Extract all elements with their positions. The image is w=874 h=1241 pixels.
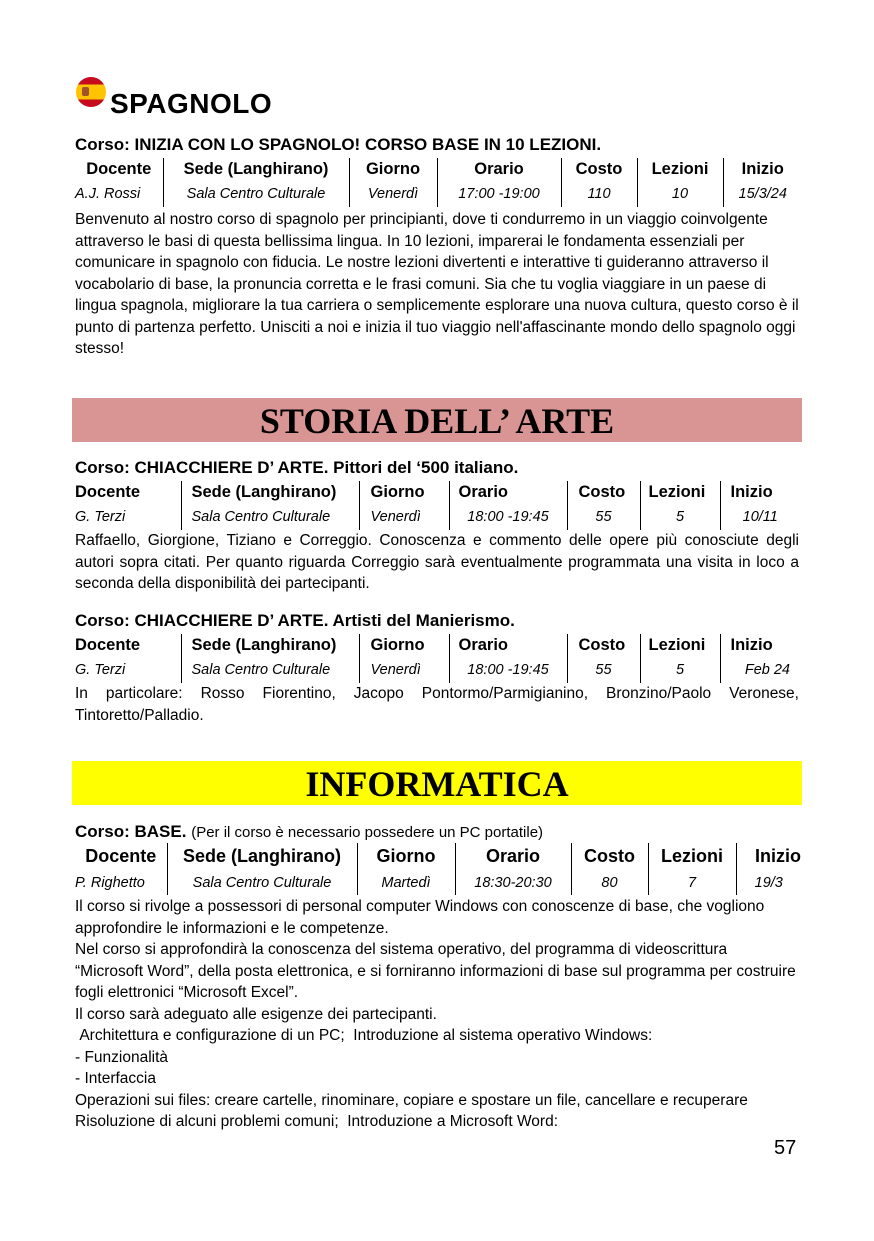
cell-docente: P. Righetto <box>75 870 167 895</box>
cell-giorno: Martedì <box>357 870 455 895</box>
cell-giorno: Venerdì <box>349 181 437 207</box>
spagnolo-description: Benvenuto al nostro corso di spagnolo per principianti, dove ti condurremo in un viaggio coinvolgente attraverso le basi di questa bellissima lingua. In 10 lezioni, imparerai le fondamenta essenziali per comunicare in spagnolo con fiducia. Le nostre lezioni divertenti e interattive ti guideranno attraverso il vocabolario di base, la pronuncia corretta e le frasi comuni. Sia che tu voglia viaggiare in un paese di lingua spagnola, migliorare la tua carriera o semplicemente esplorare una nuova cultura, questo corso è il punto di partenza perfetto. Unisciti a noi e inizia il tuo viaggio nell'affascinante mondo dello spagnolo oggi stesso! <box>75 211 799 357</box>
informatica-line: Nel corso si approfondirà la conoscenza del sistema operativo, del programma di videoscrittura “Microsoft Word”, della posta elettronica, e si forniranno informazioni di base sul programma per costruire fogli elettronici “Microsoft Excel”. <box>75 941 801 1001</box>
header-costo: Costo <box>567 481 640 504</box>
cell-docente: G. Terzi <box>75 657 181 683</box>
header-orario: Orario <box>449 481 567 504</box>
informatica-line: - Interfaccia <box>75 1070 156 1087</box>
table-header-row <box>75 634 800 657</box>
header-docente: Docente <box>75 158 163 181</box>
header-docente: Docente <box>75 634 181 657</box>
header-lezioni: Lezioni <box>640 634 720 657</box>
spagnolo-course-title: Corso: INIZIA CON LO SPAGNOLO! CORSO BASE IN 10 LEZIONI. <box>75 135 602 154</box>
informatica-line: Risoluzione di alcuni problemi comuni; Introduzione a Microsoft Word: <box>75 1113 559 1130</box>
informatica-info-table <box>75 843 801 895</box>
header-lezioni: Lezioni <box>640 481 720 504</box>
cell-costo: 110 <box>561 181 637 207</box>
table-row <box>75 504 800 530</box>
storia-course1-title: Corso: CHIACCHIERE D’ ARTE. Pittori del ‘500 italiano. <box>75 458 519 477</box>
cell-docente: G. Terzi <box>75 504 181 530</box>
table-header-row <box>75 158 802 181</box>
header-orario: Orario <box>455 843 571 870</box>
storia-course2-table <box>75 634 800 683</box>
informatica-line: - Funzionalità <box>75 1048 169 1066</box>
cell-lezioni: 5 <box>640 657 720 683</box>
header-orario: Orario <box>437 158 561 181</box>
cell-inizio: Feb 24 <box>744 662 790 678</box>
header-giorno: Giorno <box>359 634 449 657</box>
cell-inizio: 10/11 <box>742 509 778 525</box>
header-lezioni: Lezioni <box>648 843 736 870</box>
cell-orario: 17:00 -19:00 <box>437 181 561 207</box>
informatica-course-heading <box>75 822 543 842</box>
cell-lezioni: 10 <box>637 181 723 207</box>
spain-flag-icon <box>76 77 106 107</box>
cell-giorno: Venerdì <box>359 657 449 683</box>
table-header-row <box>75 481 800 504</box>
header-docente: Docente <box>75 843 167 870</box>
header-giorno: Giorno <box>357 843 455 870</box>
informatica-course-note: (Per il corso è necessario possedere un PC portatile) <box>191 824 544 841</box>
storia-course2-title: Corso: CHIACCHIERE D’ ARTE. Artisti del Manierismo. <box>75 611 515 630</box>
cell-sede: Sala Centro Culturale <box>181 657 359 683</box>
table-header-row <box>75 843 801 870</box>
cell-orario: 18:00 -19:45 <box>449 504 567 530</box>
page-number: 57 <box>774 1137 797 1159</box>
header-costo: Costo <box>567 634 640 657</box>
cell-inizio: 19/3 <box>754 874 783 891</box>
informatica-line: Il corso si rivolge a possessori di personal computer Windows con conoscenze di base, che vogliono approfondire le informazioni e le competenze. <box>75 898 769 937</box>
cell-lezioni: 5 <box>640 504 720 530</box>
header-sede: Sede (Langhirano) <box>181 481 359 504</box>
cell-lezioni: 7 <box>648 870 736 895</box>
cell-costo: 80 <box>571 870 648 895</box>
spagnolo-info-table <box>75 158 802 207</box>
informatica-line: Operazioni sui files: creare cartelle, rinominare, copiare e spostare un file, cancellare e recuperare <box>75 1091 748 1109</box>
cell-sede: Sala Centro Culturale <box>181 504 359 530</box>
header-inizio: Inizio <box>755 846 801 866</box>
header-docente: Docente <box>75 481 181 504</box>
header-sede: Sede (Langhirano) <box>181 634 359 657</box>
storia-arte-banner: STORIA DELL’ ARTE <box>72 398 802 442</box>
header-sede: Sede (Langhirano) <box>167 843 357 870</box>
storia-course1-table <box>75 481 800 530</box>
header-sede: Sede (Langhirano) <box>163 158 349 181</box>
cell-orario: 18:00 -19:45 <box>449 657 567 683</box>
header-giorno: Giorno <box>349 158 437 181</box>
cell-sede: Sala Centro Culturale <box>163 181 349 207</box>
storia-course2-description: In particolare: Rosso Fiorentino, Jacopo Pontormo/Parmigianino, Bronzino/Paolo Veronese, Tintoretto/Palladio. <box>75 685 799 724</box>
cell-giorno: Venerdì <box>359 504 449 530</box>
cell-docente: A.J. Rossi <box>75 181 163 207</box>
header-inizio: Inizio <box>741 160 784 178</box>
header-giorno: Giorno <box>359 481 449 504</box>
header-inizio: Inizio <box>730 483 773 501</box>
spagnolo-title: SPAGNOLO <box>110 88 273 119</box>
cell-orario: 18:30-20:30 <box>455 870 571 895</box>
informatica-course-title: Corso: BASE. <box>75 822 187 841</box>
header-inizio: Inizio <box>730 636 773 654</box>
informatica-line: Il corso sarà adeguato alle esigenze dei partecipanti. <box>75 1005 437 1023</box>
header-costo: Costo <box>561 158 637 181</box>
storia-course1-description: Raffaello, Giorgione, Tiziano e Correggio. Conoscenza e commento delle opere più conosciute degli autori sopra citati. Per quanto riguarda Correggio sarà eventualmente programmata una visita in loco a seconda della disponibilità dei partecipanti. <box>75 532 799 592</box>
cell-inizio: 15/3/24 <box>738 186 787 202</box>
table-row <box>75 657 800 683</box>
informatica-line: Architettura e configurazione di un PC; Introduzione al sistema operativo Windows: <box>75 1027 653 1044</box>
informatica-banner: INFORMATICA <box>72 761 802 805</box>
table-row <box>75 181 802 207</box>
informatica-description <box>75 896 799 1133</box>
cell-costo: 55 <box>567 657 640 683</box>
header-costo: Costo <box>571 843 648 870</box>
header-orario: Orario <box>449 634 567 657</box>
header-lezioni: Lezioni <box>637 158 723 181</box>
cell-costo: 55 <box>567 504 640 530</box>
cell-sede: Sala Centro Culturale <box>167 870 357 895</box>
table-row <box>75 870 801 895</box>
